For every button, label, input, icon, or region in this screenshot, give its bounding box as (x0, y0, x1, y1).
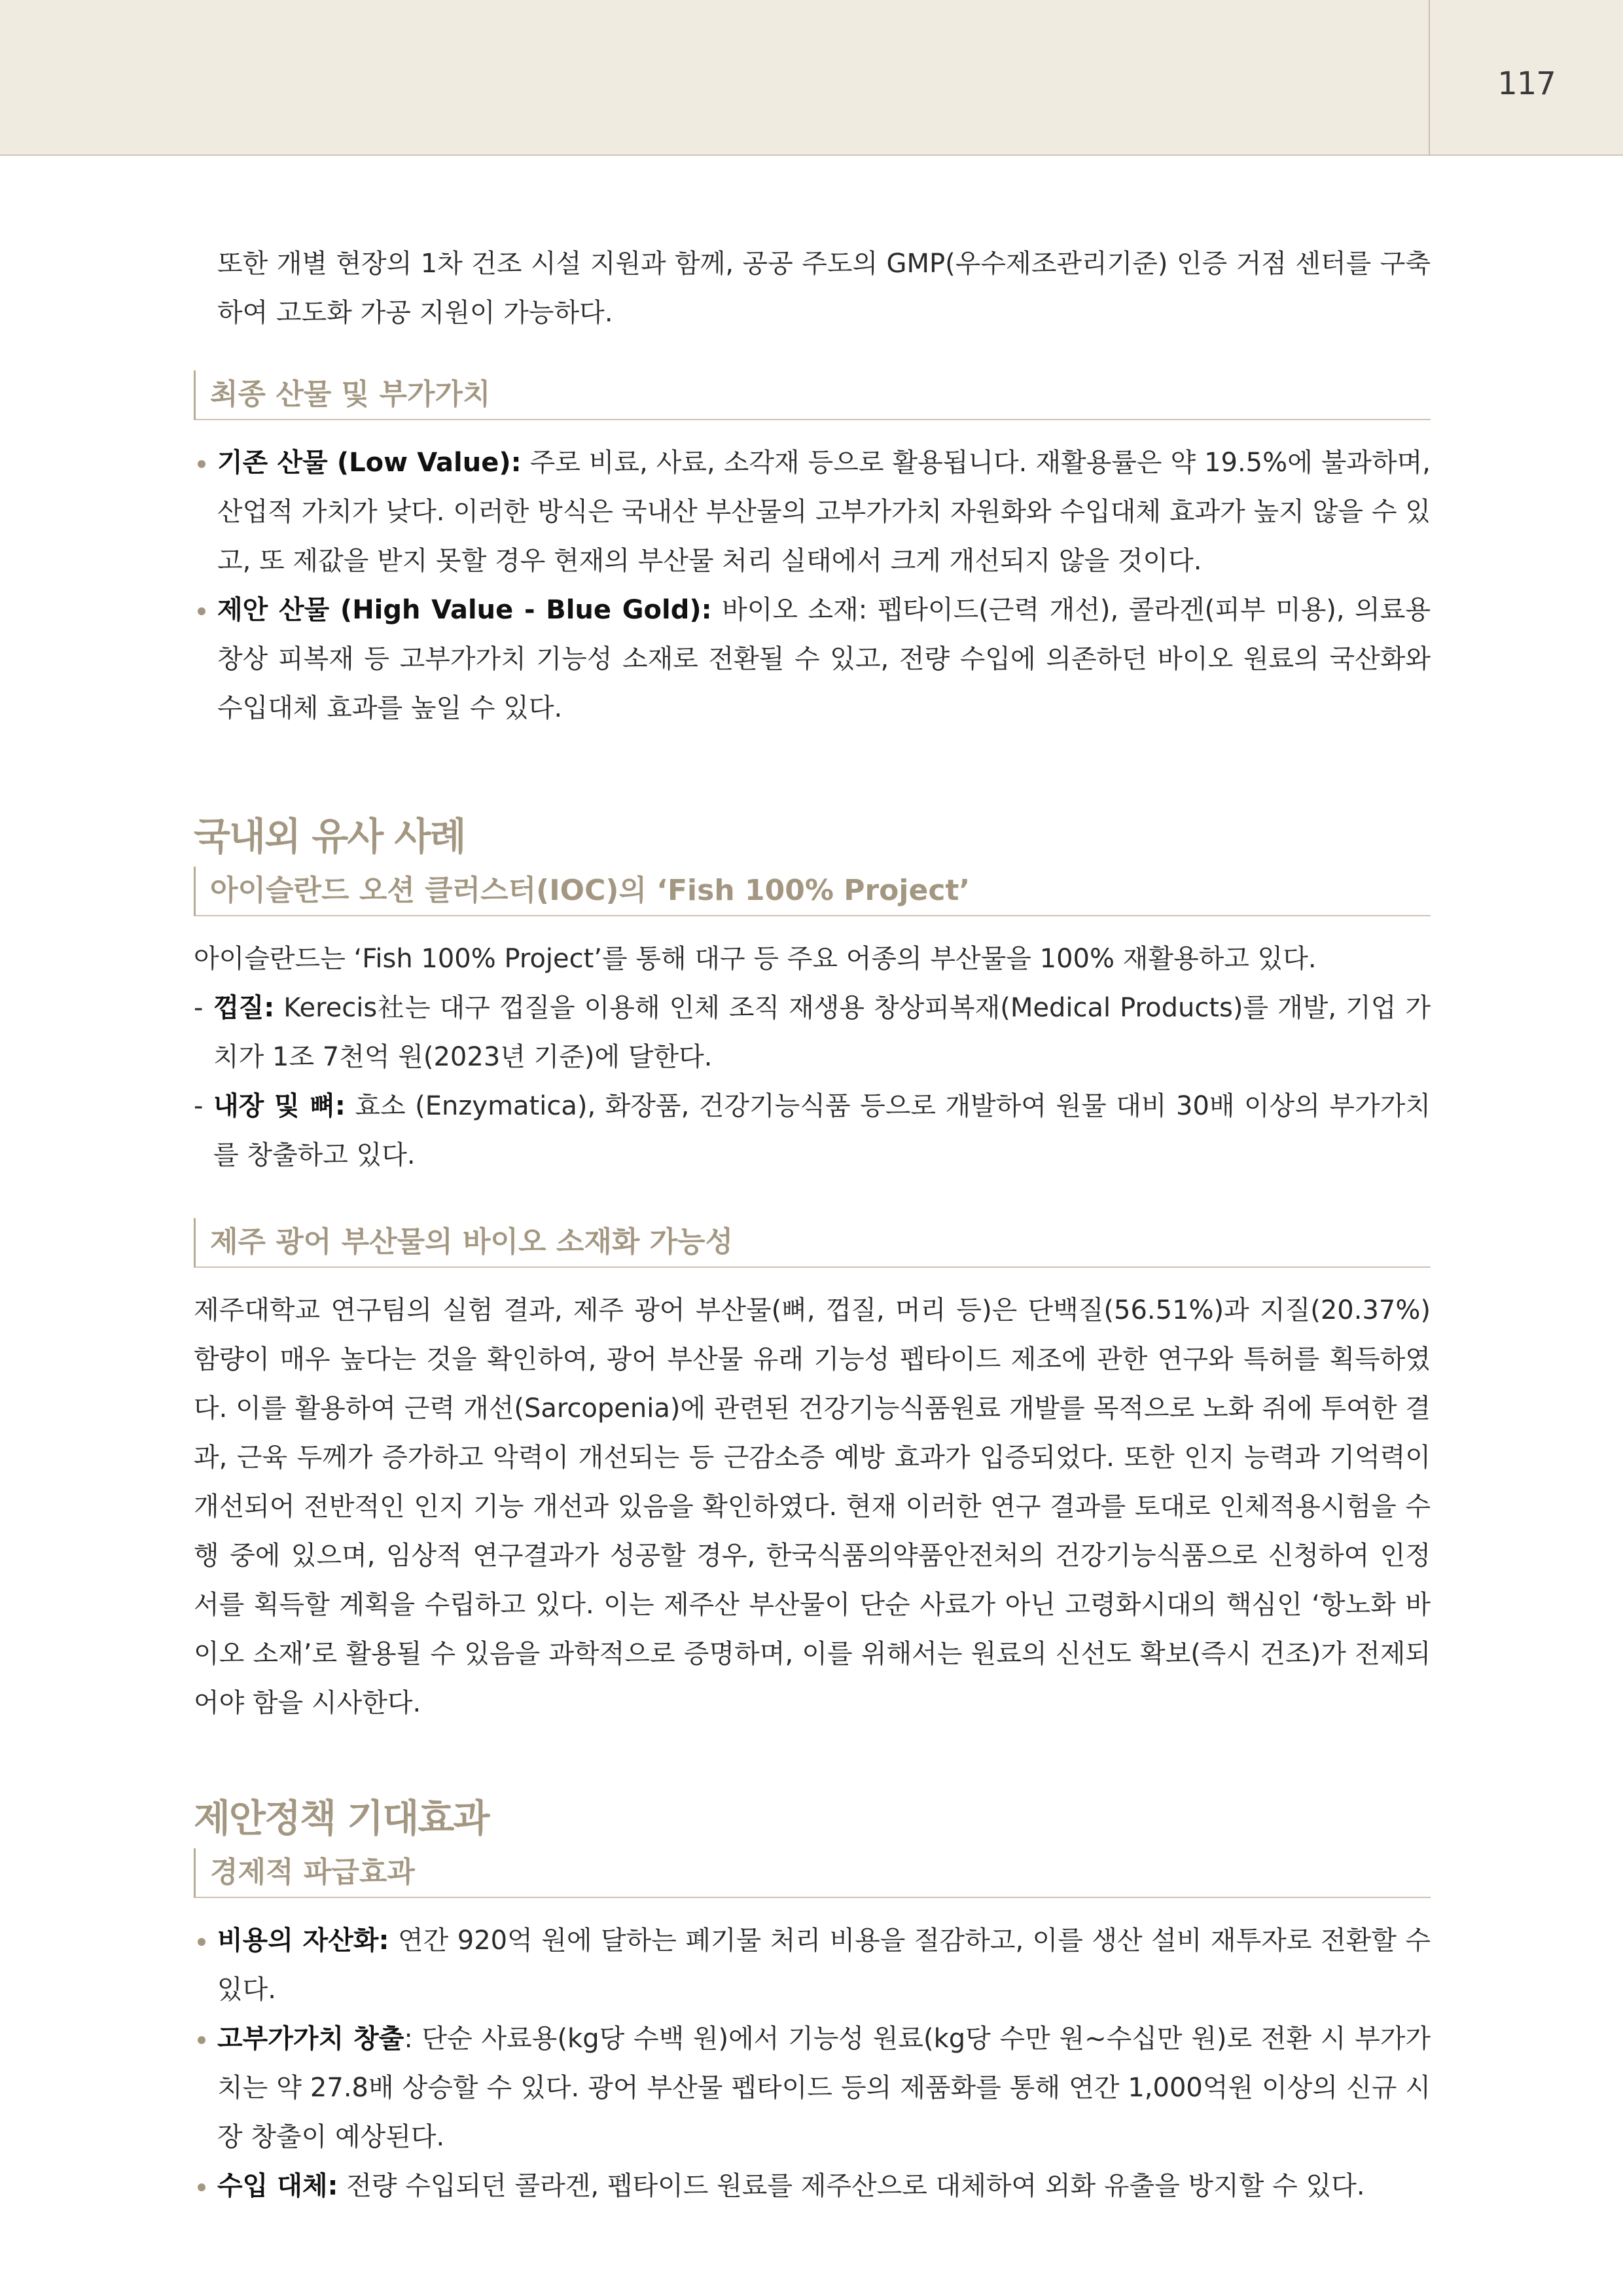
page-content (194, 240, 1431, 2211)
list-item (194, 984, 1431, 1082)
item-term: 제안 산물 (High Value - Blue Gold): (217, 595, 712, 625)
item-text: 바이오 소재: 펩타이드(근력 개선), 콜라겐(피부 미용), 의료용 창상 피복재 등 고부가가치 기능성 소재로 전환될 수 있고, 전량 수입에 의존하던 바이오 원료의 국산화와 수입대체 효과를 높일 수 있다. (217, 595, 1431, 723)
list-item (194, 1082, 1431, 1180)
effects-section-title: 제안정책 기대효과 (194, 1796, 489, 1840)
list-item (194, 439, 1431, 586)
page-header-band (0, 0, 1623, 156)
item-text: 연간 920억 원에 달하는 폐기물 처리 비용을 절감하고, 이를 생산 설비 재투자로 전환할 수 있다. (217, 1926, 1431, 2005)
item-text: : 단순 사료용(kg당 수백 원)에서 기능성 원료(kg당 수만 원~수십만 원)로 전환 시 부가가치는 약 27.8배 상승할 수 있다. 광어 부산물 펩타이드 등의 제품화를 통해 연간 1,000억원 이상의 신규 시장 창출이 예상된다. (217, 2024, 1431, 2152)
item-term: 껍질: (213, 993, 275, 1023)
item-term: 고부가가치 창출 (217, 2024, 404, 2054)
list-item (194, 2015, 1431, 2162)
item-text: 전량 수입되던 콜라겐, 펩타이드 원료를 제주산으로 대체하여 외화 유출을 방지할 수 있다. (338, 2171, 1365, 2201)
item-term: 수입 대체: (217, 2171, 338, 2201)
final-products-list (194, 439, 1431, 733)
page-number: 117 (1497, 65, 1556, 102)
item-term: 내장 및 뼈: (213, 1091, 346, 1121)
economic-effects-heading: 경제적 파급효과 (194, 1848, 1431, 1898)
item-text: 효소 (Enzymatica), 화장품, 건강기능식품 등으로 개발하여 원물 대비 30배 이상의 부가가치를 창출하고 있다. (213, 1091, 1431, 1170)
jeju-paragraph: 제주대학교 연구팀의 실험 결과, 제주 광어 부산물(뼈, 껍질, 머리 등)은 단백질(56.51%)과 지질(20.37%) 함량이 매우 높다는 것을 확인하여, 광어 부산물 유래 기능성 펩타이드 제조에 관한 연구와 특허를 획득하였다. 이를 활용하여 근력 개선(Sarcopenia)에 관련된 건강기능식품원료 개발를 목적으로 노화 쥐에 투여한 결과, 근육 두께가 증가하고 악력이 개선되는 등 근감소증 예방 효과가 입증되었다. 또한 인지 능력과 기억력이 개선되어 전반적인 인지 기능 개선과 있음을 확인하였다. 현재 이러한 연구 결과를 토대로 인체적용시험을 수행 중에 있으며, 임상적 연구결과가 성공할 경우, 한국식품의약품안전처의 건강기능식품으로 신청하여 인정서를 획득할 계획을 수립하고 있다. 이는 제주산 부산물이 단순 사료가 아닌 고령화시대의 핵심인 ‘항노화 바이오 소재’로 활용될 수 있음을 과학적으로 증명하며, 이를 위해서는 원료의 신선도 확보(즉시 건조)가 전제되어야 함을 시사한다. (194, 1295, 1431, 1718)
jeju-heading: 제주 광어 부산물의 바이오 소재화 가능성 (194, 1218, 1431, 1268)
intro-paragraph: 또한 개별 현장의 1차 건조 시설 지원과 함께, 공공 주도의 GMP(우수제조관리기준) 인증 거점 센터를 구축하여 고도화 가공 지원이 가능하다. (217, 249, 1431, 328)
iceland-heading: 아이슬란드 오션 클러스터(IOC)의 ‘Fish 100% Project’ (194, 867, 1431, 916)
list-item (194, 586, 1431, 733)
item-text: Kerecis社는 대구 껍질을 이용해 인체 조직 재생용 창상피복재(Medical Products)를 개발, 기업 가치가 1조 7천억 원(2023년 기준)에 달한다. (213, 993, 1431, 1072)
cases-section-title: 국내외 유사 사례 (194, 814, 465, 859)
economic-effects-list (194, 1916, 1431, 2211)
item-term: 비용의 자산화: (217, 1926, 389, 1956)
iceland-list (194, 984, 1431, 1180)
item-text: 주로 비료, 사료, 소각재 등으로 활용됩니다. 재활용률은 약 19.5%에 불과하며, 산업적 가치가 낮다. 이러한 방식은 국내산 부산물의 고부가가치 자원화와 수입대체 효과가 높지 않을 수 있고, 또 제값을 받지 못할 경우 현재의 부산물 처리 실태에서 크게 개선되지 않을 것이다. (217, 448, 1431, 576)
list-item (194, 2162, 1431, 2211)
list-item (194, 1916, 1431, 2015)
item-term: 기존 산물 (Low Value): (217, 448, 522, 478)
final-products-heading: 최종 산물 및 부가가치 (194, 370, 1431, 420)
iceland-intro: 아이슬란드는 ‘Fish 100% Project’를 통해 대구 등 주요 어종의 부산물을 100% 재활용하고 있다. (194, 944, 1317, 974)
